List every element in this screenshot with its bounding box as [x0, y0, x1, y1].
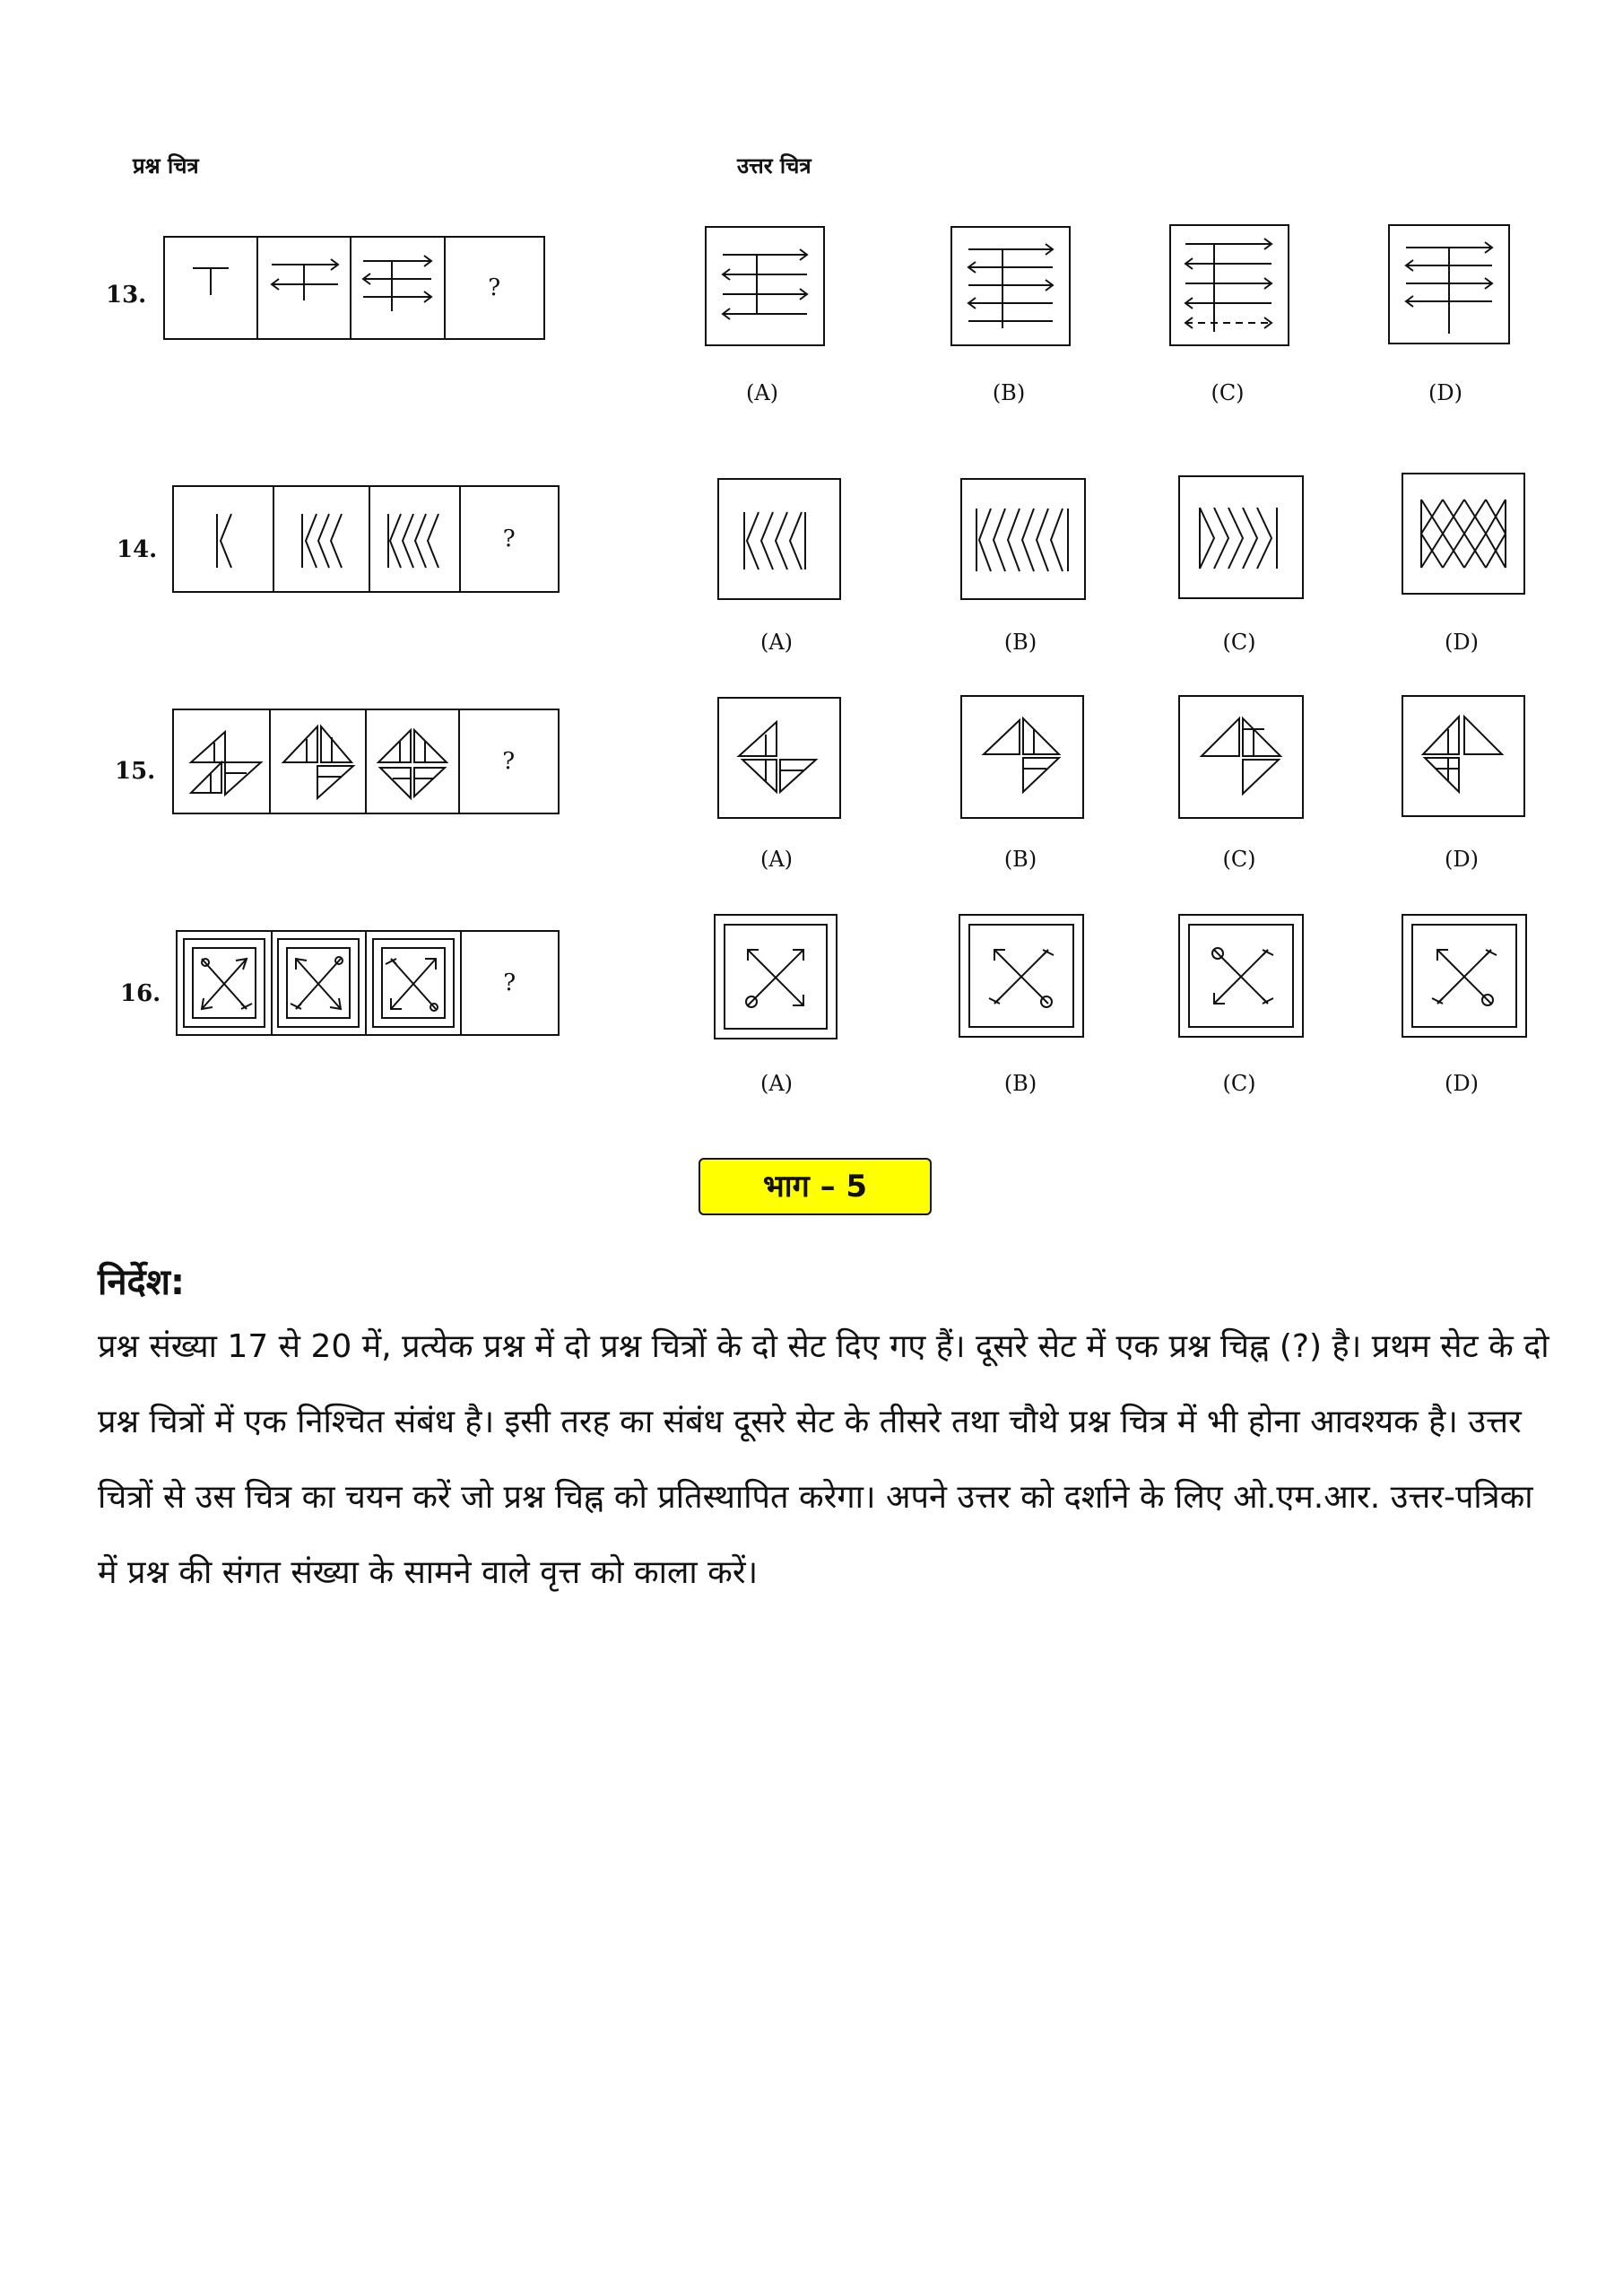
question-figure-unknown: [446, 238, 543, 338]
answer-figure-14-d[interactable]: [1402, 473, 1525, 595]
option-label: (A): [759, 1071, 794, 1096]
question-figure: [274, 487, 370, 591]
question-number: 14.: [117, 536, 158, 563]
question-number: 13.: [106, 282, 147, 309]
option-label: (C): [1222, 630, 1256, 655]
question-13-figures: [163, 236, 545, 340]
question-figure: [367, 710, 460, 813]
question-figure: [174, 710, 271, 813]
question-14-figures: [172, 485, 560, 593]
answer-figure-15-c[interactable]: [1178, 695, 1304, 819]
question-figure: [273, 932, 368, 1034]
option-label: (C): [1222, 847, 1256, 872]
answer-figure-15-b[interactable]: [960, 695, 1084, 819]
question-mark: ?: [502, 526, 516, 552]
answer-figure-13-a[interactable]: [705, 226, 825, 346]
question-figure: [165, 238, 258, 338]
option-label: (B): [1003, 847, 1037, 872]
question-figure: [178, 932, 273, 1034]
directions-text: प्रश्न संख्या 17 से 20 में, प्रत्येक प्रश्न में दो प्रश्न चित्रों के दो सेट दिए गए हैं। दूसरे सेट में एक प्रश्न चिह्न (?) है। प्रथम सेट के दो प्रश्न चित्रों में एक निश्चित संबंध है। इसी तरह का संबंध दूसरे सेट के तीसरे तथा चौथे प्रश्न चित्र में भी होना आवश्यक है। उत्तर चित्रों से उस चित्र का चयन करें जो प्रश्न चिह्न को प्रतिस्थापित करेगा। अपने उत्तर को दर्शाने के लिए ओ.एम.आर. उत्तर-पत्रिका में प्रश्न की संगत संख्या के सामने वाले वृत्त को काला करें।: [98, 1328, 1549, 1591]
question-figure: [352, 238, 446, 338]
question-figure: [370, 487, 461, 591]
option-label: (D): [1445, 630, 1479, 655]
answer-figure-14-b[interactable]: [960, 478, 1086, 600]
question-figure: [258, 238, 352, 338]
answer-figure-15-a[interactable]: [717, 697, 841, 819]
option-label: (A): [759, 847, 794, 872]
question-figure-unknown: [461, 487, 558, 591]
answer-figure-13-c[interactable]: [1169, 224, 1289, 346]
option-label: (A): [759, 630, 794, 655]
question-number: 15.: [115, 758, 156, 785]
question-mark: ?: [502, 748, 516, 775]
option-label: (D): [1445, 847, 1479, 872]
answer-figure-13-b[interactable]: [950, 226, 1071, 346]
option-label: (D): [1428, 380, 1462, 405]
option-label: (B): [992, 380, 1026, 405]
option-label: (A): [745, 380, 779, 405]
option-label: (C): [1222, 1071, 1256, 1096]
answer-figure-16-d[interactable]: [1402, 914, 1527, 1038]
option-label: (B): [1003, 630, 1037, 655]
answer-figure-14-c[interactable]: [1178, 475, 1304, 599]
question-mark: ?: [488, 274, 501, 301]
section-badge: भाग – 5: [699, 1158, 932, 1215]
question-figure: [367, 932, 462, 1034]
question-figure: [174, 487, 274, 591]
question-figure: [271, 710, 368, 813]
answer-figure-13-d[interactable]: [1388, 224, 1510, 344]
option-label: (B): [1003, 1071, 1037, 1096]
option-label: (C): [1211, 380, 1245, 405]
question-figures-header: प्रश्न चित्र: [133, 152, 199, 178]
answer-figure-15-d[interactable]: [1402, 695, 1525, 817]
question-figure-unknown: [460, 710, 558, 813]
question-figure-unknown: [462, 932, 558, 1034]
answer-figures-header: उत्तर चित्र: [737, 152, 812, 178]
question-16-figures: [176, 930, 560, 1036]
answer-figure-14-a[interactable]: [717, 478, 841, 600]
answer-figure-16-b[interactable]: [959, 914, 1084, 1038]
directions-title: निर्देश:: [98, 1262, 185, 1303]
option-label: (D): [1445, 1071, 1479, 1096]
answer-figure-16-c[interactable]: [1178, 914, 1304, 1038]
answer-figure-16-a[interactable]: [714, 914, 838, 1039]
question-mark: ?: [503, 970, 516, 996]
question-15-figures: [172, 709, 560, 814]
question-number: 16.: [120, 980, 161, 1007]
